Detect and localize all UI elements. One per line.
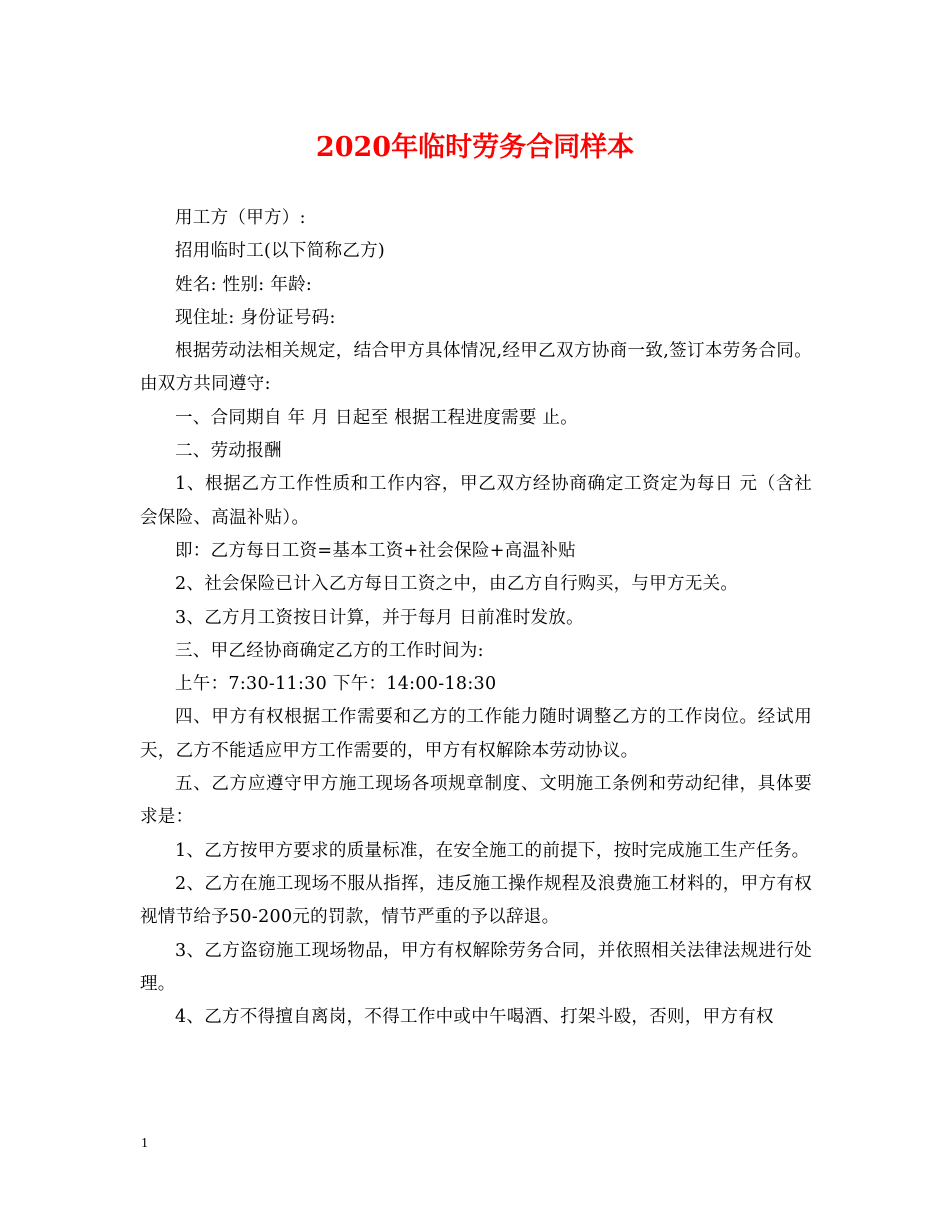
paragraph: 上午：7:30-11:30 下午：14:00-18:30 <box>175 674 497 695</box>
document-title: 2020年临时劳务合同样本 <box>315 132 635 163</box>
document-body <box>140 202 812 1034</box>
paragraph: 4、乙方不得擅自离岗，不得工作中或中午喝酒、打架斗殴，否则，甲方有权 <box>175 1007 774 1028</box>
paragraph: 一、合同期自 年 月 日起至 根据工程进度需要 止。 <box>175 407 579 428</box>
paragraph: 招用临时工(以下简称乙方) <box>175 241 386 262</box>
paragraph: 1、乙方按甲方要求的质量标准，在安全施工的前提下，按时完成施工生产任务。 <box>175 840 810 861</box>
paragraph: 2、乙方在施工现场不服从指挥，违反施工操作规程及浪费施工材料的，甲方有权视情节给予50-200元的罚款，情节严重的予以辞退。 <box>140 873 812 928</box>
paragraph: 即：乙方每日工资=基本工资+社会保险+高温补贴 <box>175 540 576 561</box>
paragraph: 四、甲方有权根据工作需要和乙方的工作能力随时调整乙方的工作岗位。经试用 天，乙方不能适应甲方工作需要的，甲方有权解除本劳动协议。 <box>140 707 812 761</box>
paragraph: 姓名: 性别: 年龄: <box>175 274 313 295</box>
paragraph: 三、甲乙经协商确定乙方的工作时间为: <box>175 640 484 661</box>
paragraph: 1、根据乙方工作性质和工作内容，甲乙双方经协商确定工资定为每日 元（含社会保险、高温补贴）。 <box>140 474 812 528</box>
paragraph: 3、乙方月工资按日计算，并于每月 日前准时发放。 <box>175 607 584 628</box>
paragraph: 用工方（甲方）: <box>175 208 306 228</box>
paragraph: 根据劳动法相关规定，结合甲方具体情况,经甲乙双方协商一致,签订本劳务合同。由双方共同遵守: <box>140 341 812 395</box>
paragraph: 现住址: 身份证号码: <box>175 307 336 328</box>
page-number: 1 <box>141 1136 148 1151</box>
paragraph: 二、劳动报酬 <box>175 441 282 462</box>
paragraph: 五、乙方应遵守甲方施工现场各项规章制度、文明施工条例和劳动纪律，具体要求是： <box>140 774 812 828</box>
paragraph: 2、社会保险已计入乙方每日工资之中，由乙方自行购买，与甲方无关。 <box>175 574 739 595</box>
paragraph: 3、乙方盗窃施工现场物品，甲方有权解除劳务合同，并依照相关法律法规进行处理。 <box>140 940 812 994</box>
